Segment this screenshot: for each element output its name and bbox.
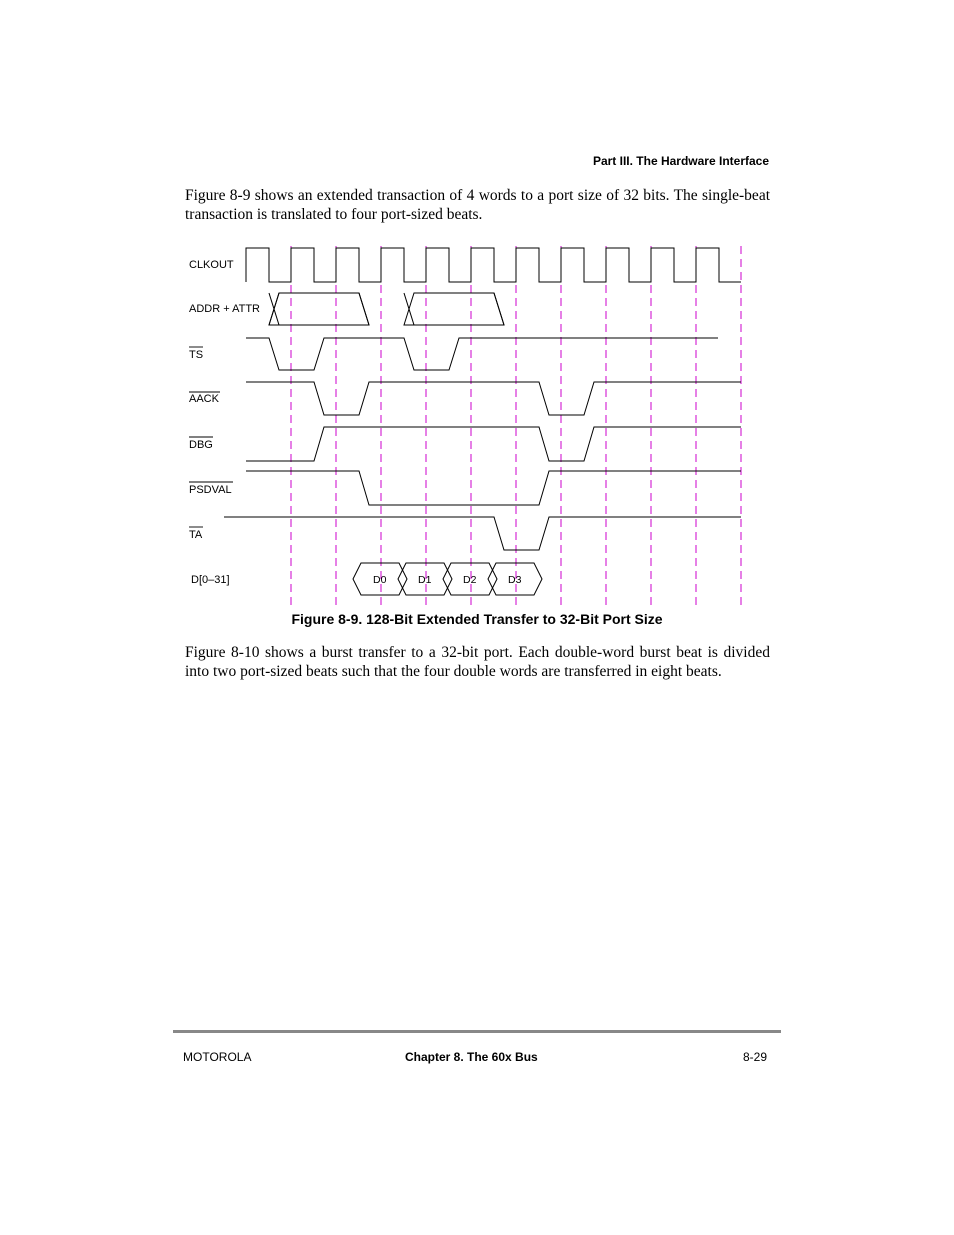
waveform-addr-valid-b bbox=[404, 293, 504, 325]
figure-caption: Figure 8-9. 128-Bit Extended Transfer to 32-Bit Port Size bbox=[291, 611, 663, 627]
footer-chapter: Chapter 8. The 60x Bus bbox=[405, 1050, 538, 1064]
waveform-psdval bbox=[246, 471, 741, 505]
following-paragraph: Figure 8-10 shows a burst transfer to a 32-bit port. Each double-word burst beat is divided into two port-sized beats such that the four double words are transferred in eight beats. bbox=[185, 644, 770, 680]
signal-labels bbox=[189, 259, 260, 586]
signal-label-dbg: DBG bbox=[189, 439, 213, 451]
data-beat-labels bbox=[373, 574, 522, 586]
signal-label-ts: TS bbox=[189, 349, 204, 361]
waveform-ta bbox=[224, 517, 741, 550]
data-beat-label-d0: D0 bbox=[373, 574, 387, 586]
signal-label-addr-attr: ADDR + ATTR bbox=[189, 303, 261, 315]
footer-page-number: 8-29 bbox=[742, 1050, 767, 1064]
data-beat-label-d3: D3 bbox=[508, 574, 522, 586]
signal-label-clkout: CLKOUT bbox=[189, 259, 234, 271]
footer-company: MOTOROLA bbox=[183, 1050, 252, 1064]
waveform-dbg bbox=[246, 427, 741, 461]
waveforms bbox=[224, 248, 741, 595]
data-beat-label-d2: D2 bbox=[463, 574, 477, 586]
waveform-ts bbox=[246, 338, 718, 370]
active-low-overbars bbox=[189, 347, 233, 527]
intro-paragraph: Figure 8-9 shows an extended transaction of 4 words to a port size of 32 bits. The single-beat transaction is translated to four port-sized beats. bbox=[185, 187, 770, 223]
waveform-clkout bbox=[246, 248, 741, 282]
data-beat-label-d1: D1 bbox=[418, 574, 432, 586]
signal-label-psdval: PSDVAL bbox=[189, 484, 232, 496]
waveform-addr-valid-1 bbox=[269, 293, 369, 325]
waveform-aack bbox=[246, 382, 741, 415]
running-header: Part III. The Hardware Interface bbox=[592, 154, 769, 168]
footer-rule bbox=[173, 1030, 781, 1033]
signal-label-ta: TA bbox=[189, 529, 203, 541]
signal-label-data: D[0–31] bbox=[191, 574, 230, 586]
signal-label-aack: AACK bbox=[189, 393, 219, 405]
